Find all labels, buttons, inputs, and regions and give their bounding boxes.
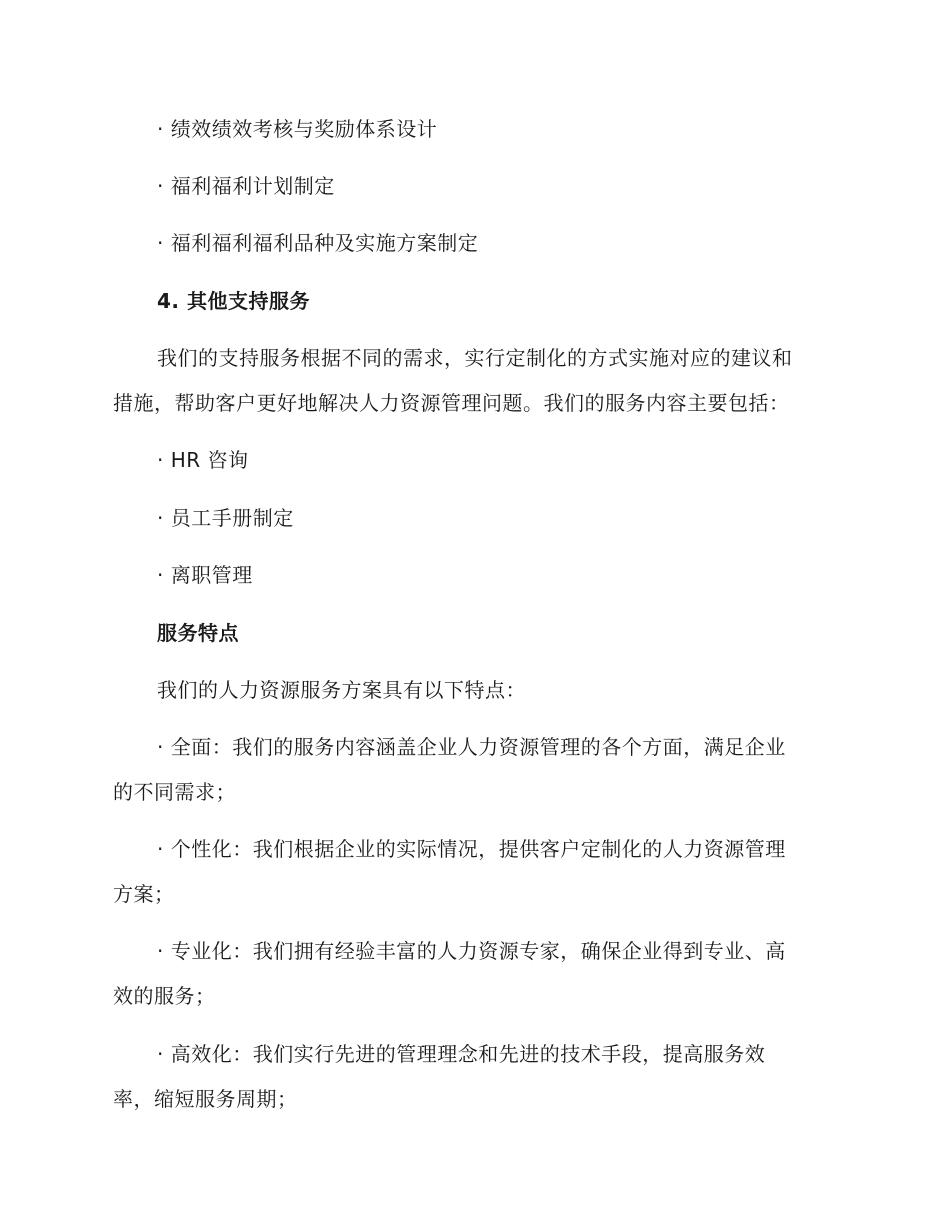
section-heading-features: 服务特点 <box>157 621 239 645</box>
list-item: · 福利福利计划制定 <box>157 174 335 198</box>
list-item: · 离职管理 <box>157 563 253 587</box>
feature-item-line: · 个性化：我们根据企业的实际情况，提供客户定制化的人力资源管理 <box>157 837 786 861</box>
paragraph-line: 我们的支持服务根据不同的需求，实行定制化的方式实施对应的建议和 <box>157 346 793 370</box>
list-item: · 绩效绩效考核与奖励体系设计 <box>157 117 438 141</box>
feature-item-line: 率，缩短服务周期； <box>113 1087 298 1111</box>
feature-item-line: 效的服务； <box>113 984 216 1008</box>
list-item: · 员工手册制定 <box>157 506 294 530</box>
feature-item-line: · 专业化：我们拥有经验丰富的人力资源专家，确保企业得到专业、高 <box>157 939 786 963</box>
paragraph-line: 我们的人力资源服务方案具有以下特点： <box>157 678 526 702</box>
feature-item-line: 的不同需求； <box>113 780 236 804</box>
feature-item-line: 方案； <box>113 882 175 906</box>
feature-item-line: · 高效化：我们实行先进的管理理念和先进的技术手段，提高服务效 <box>157 1042 766 1066</box>
list-item: · 福利福利福利品种及实施方案制定 <box>157 231 479 255</box>
feature-item-line: · 全面：我们的服务内容涵盖企业人力资源管理的各个方面，满足企业 <box>157 735 786 759</box>
list-item: · HR 咨询 <box>157 448 249 472</box>
paragraph-line: 措施，帮助客户更好地解决人力资源管理问题。我们的服务内容主要包括： <box>113 391 790 415</box>
section-heading-other-services: 4. 其他支持服务 <box>157 289 310 313</box>
